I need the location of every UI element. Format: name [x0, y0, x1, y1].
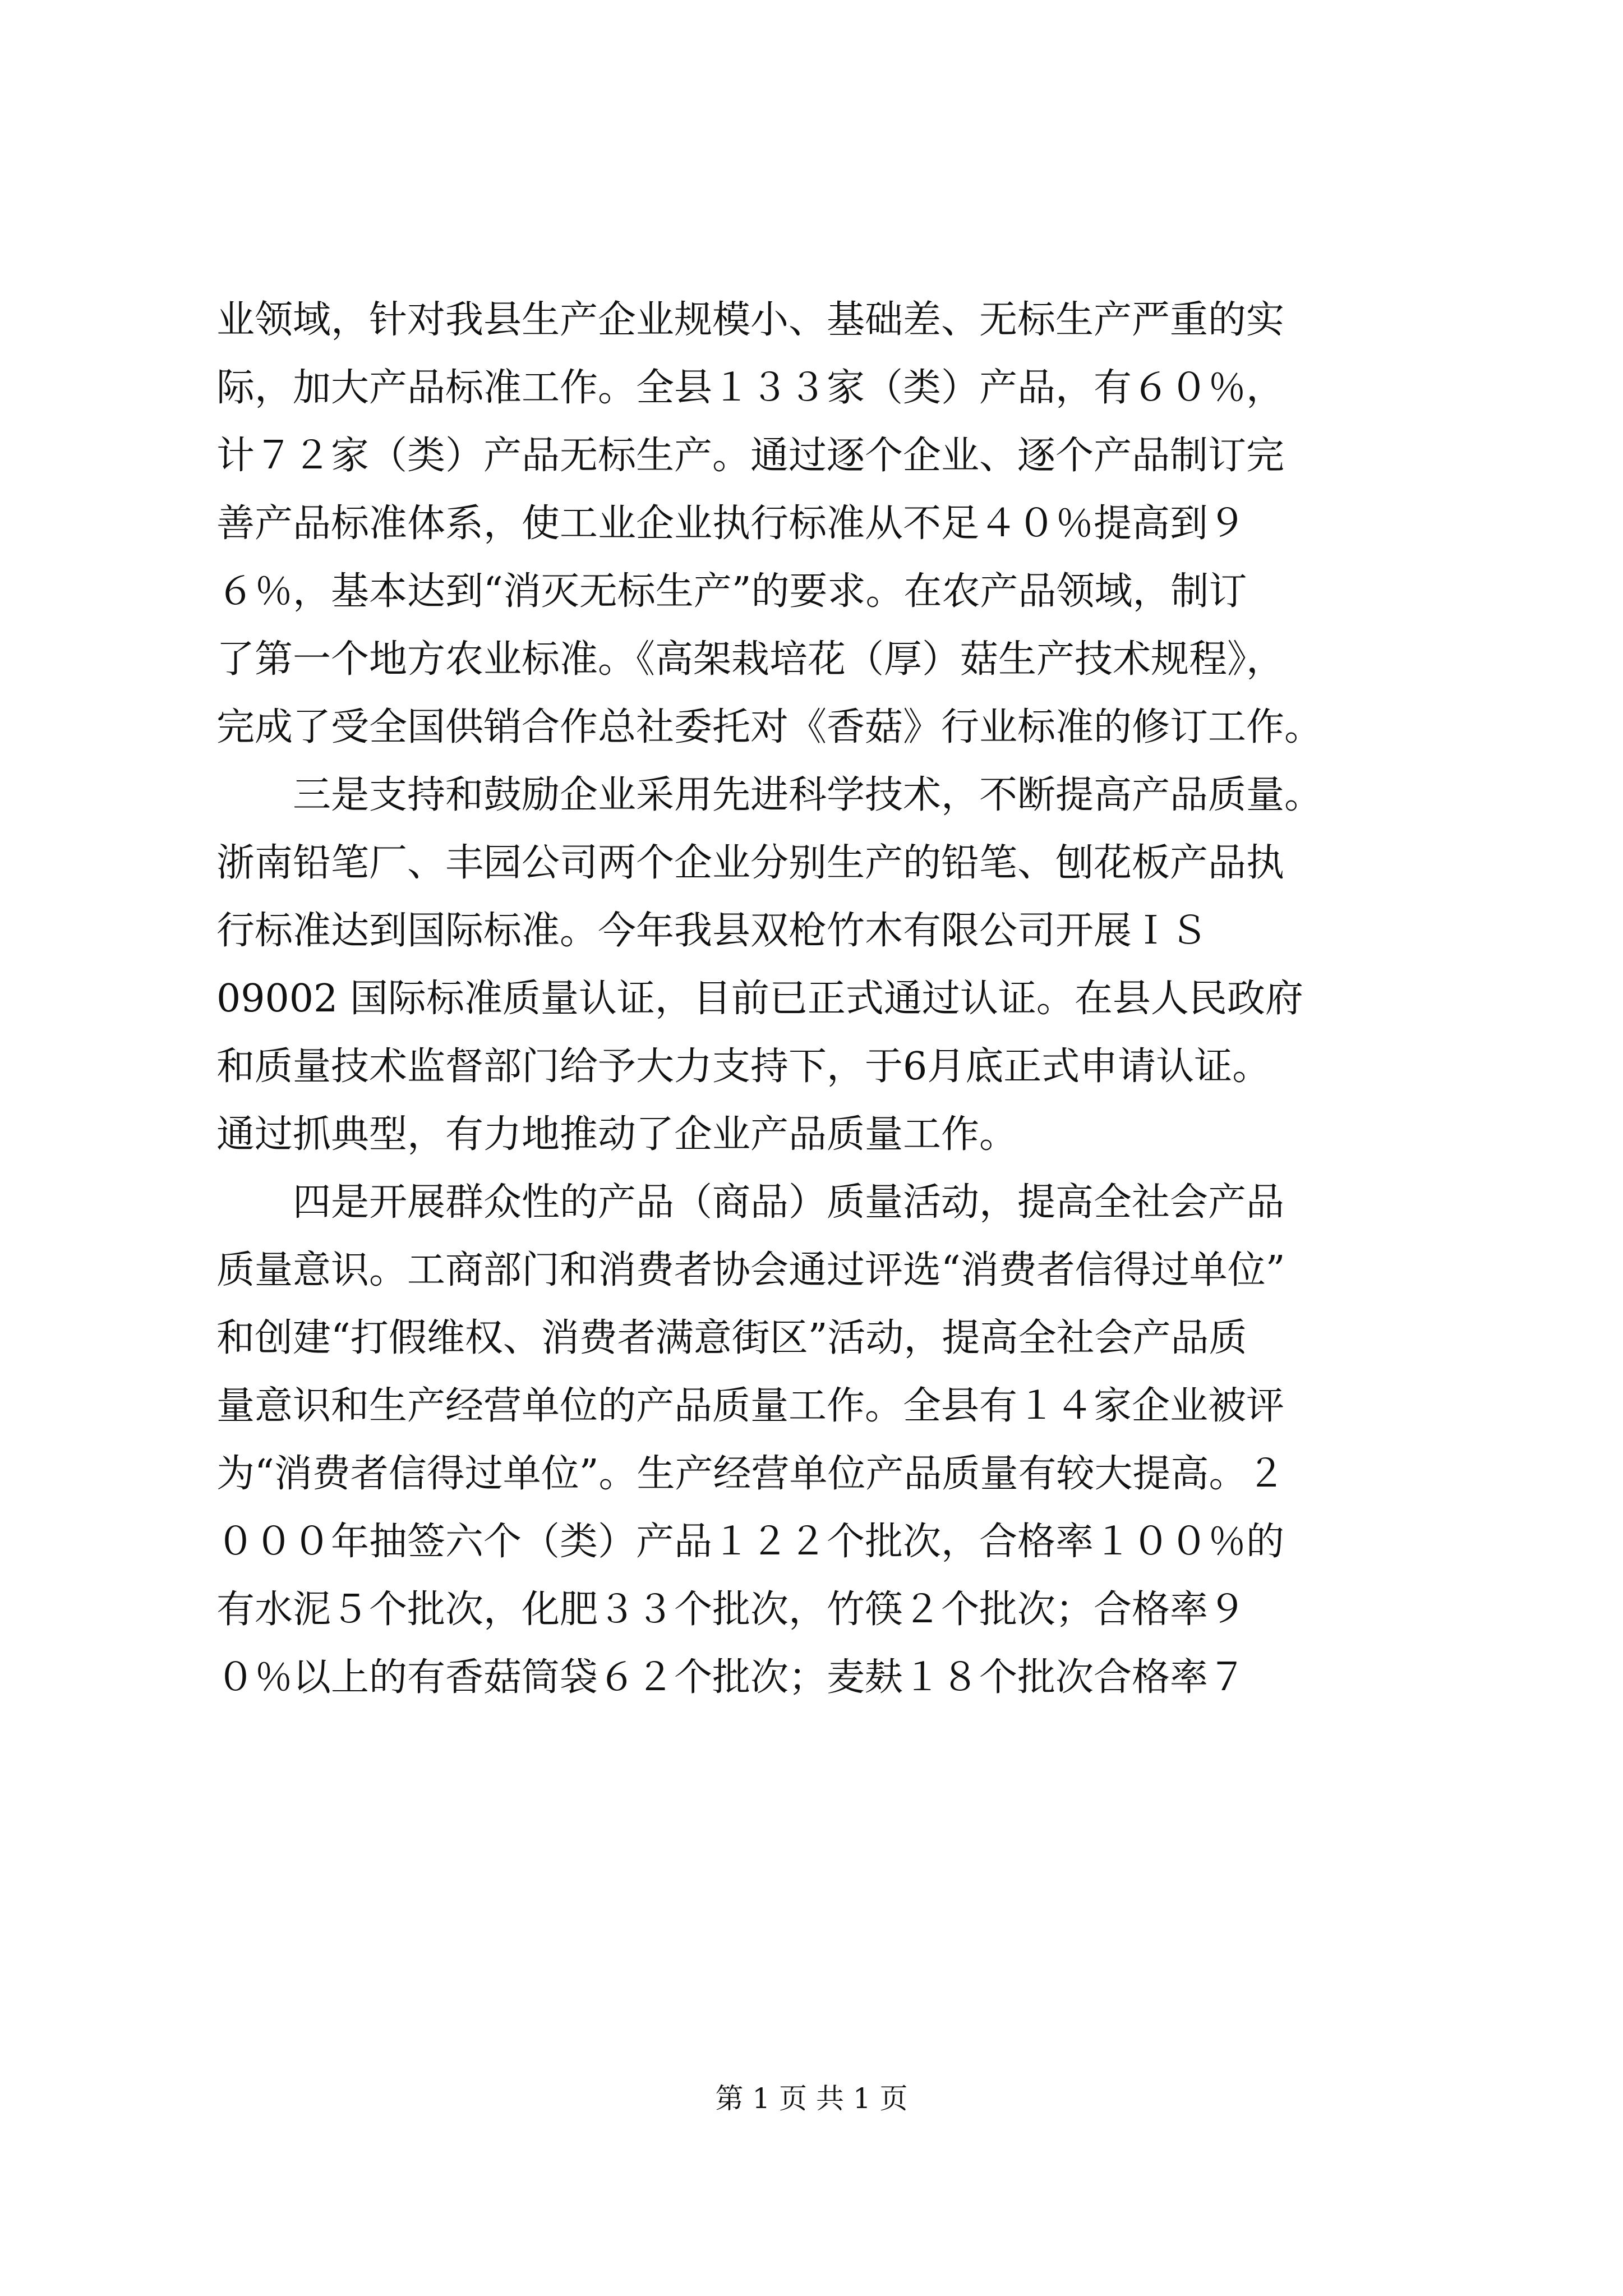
text-line: 有水泥５个批次，化肥３３个批次，竹筷２个批次；合格率９ [216, 1588, 1247, 1632]
text-line: 为“消费者信得过单位”。生产经营单位产品质量有较大提高。２ [216, 1452, 1285, 1496]
text-line: 了第一个地方农业标准。《高架栽培花（厚）菇生产技术规程》， [216, 637, 1285, 682]
text-line: 量意识和生产经营单位的产品质量工作。全县有１４家企业被评 [216, 1384, 1285, 1428]
text-line: 计７２家（类）产品无标生产。通过逐个企业、逐个产品制订完 [216, 434, 1285, 478]
paragraph-start-line: 三是支持和鼓励企业采用先进科学技术，不断提高产品质量。 [216, 773, 1323, 817]
text-line: 和创建“打假维权、消费者满意街区”活动，提高全社会产品质 [216, 1316, 1247, 1360]
text-line: 通过抓典型，有力地推动了企业产品质量工作。 [216, 1112, 1018, 1157]
text-line: 和质量技术监督部门给予大力支持下，于6月底正式申请认证。 [216, 1045, 1271, 1089]
body-text [216, 286, 1422, 1711]
text-line: 行标准达到国际标准。今年我县双枪竹木有限公司开展ＩＳ [216, 909, 1209, 953]
text-line: 质量意识。工商部门和消费者协会通过评选“消费者信得过单位” [216, 1248, 1285, 1292]
text-line: 际，加大产品标准工作。全县１３３家（类）产品，有６０％， [216, 366, 1285, 410]
page-number-footer: 第 1 页 共 1 页 [715, 2082, 908, 2115]
text-line: 业领域，针对我县生产企业规模小、基础差、无标生产严重的实 [216, 298, 1285, 342]
text-line: 善产品标准体系，使工业企业执行标准从不足４０％提高到９ [216, 501, 1247, 546]
text-line: 09002 国际标准质量认证，目前已正式通过认证。在县人民政府 [216, 977, 1303, 1021]
text-line: 浙南铅笔厂、丰园公司两个企业分别生产的铅笔、刨花板产品执 [216, 841, 1285, 885]
text-line: 完成了受全国供销合作总社委托对《香菇》行业标准的修订工作。 [216, 705, 1323, 749]
text-line: ６％，基本达到“消灭无标生产”的要求。在农产品领域，制订 [216, 569, 1247, 614]
text-line: ０００年抽签六个（类）产品１２２个批次，合格率１００％的 [216, 1520, 1285, 1564]
paragraph-start-line: 四是开展群众性的产品（商品）质量活动，提高全社会产品 [216, 1180, 1285, 1225]
text-line: ０％以上的有香菇筒袋６２个批次；麦麸１８个批次合格率７ [216, 1655, 1247, 1700]
